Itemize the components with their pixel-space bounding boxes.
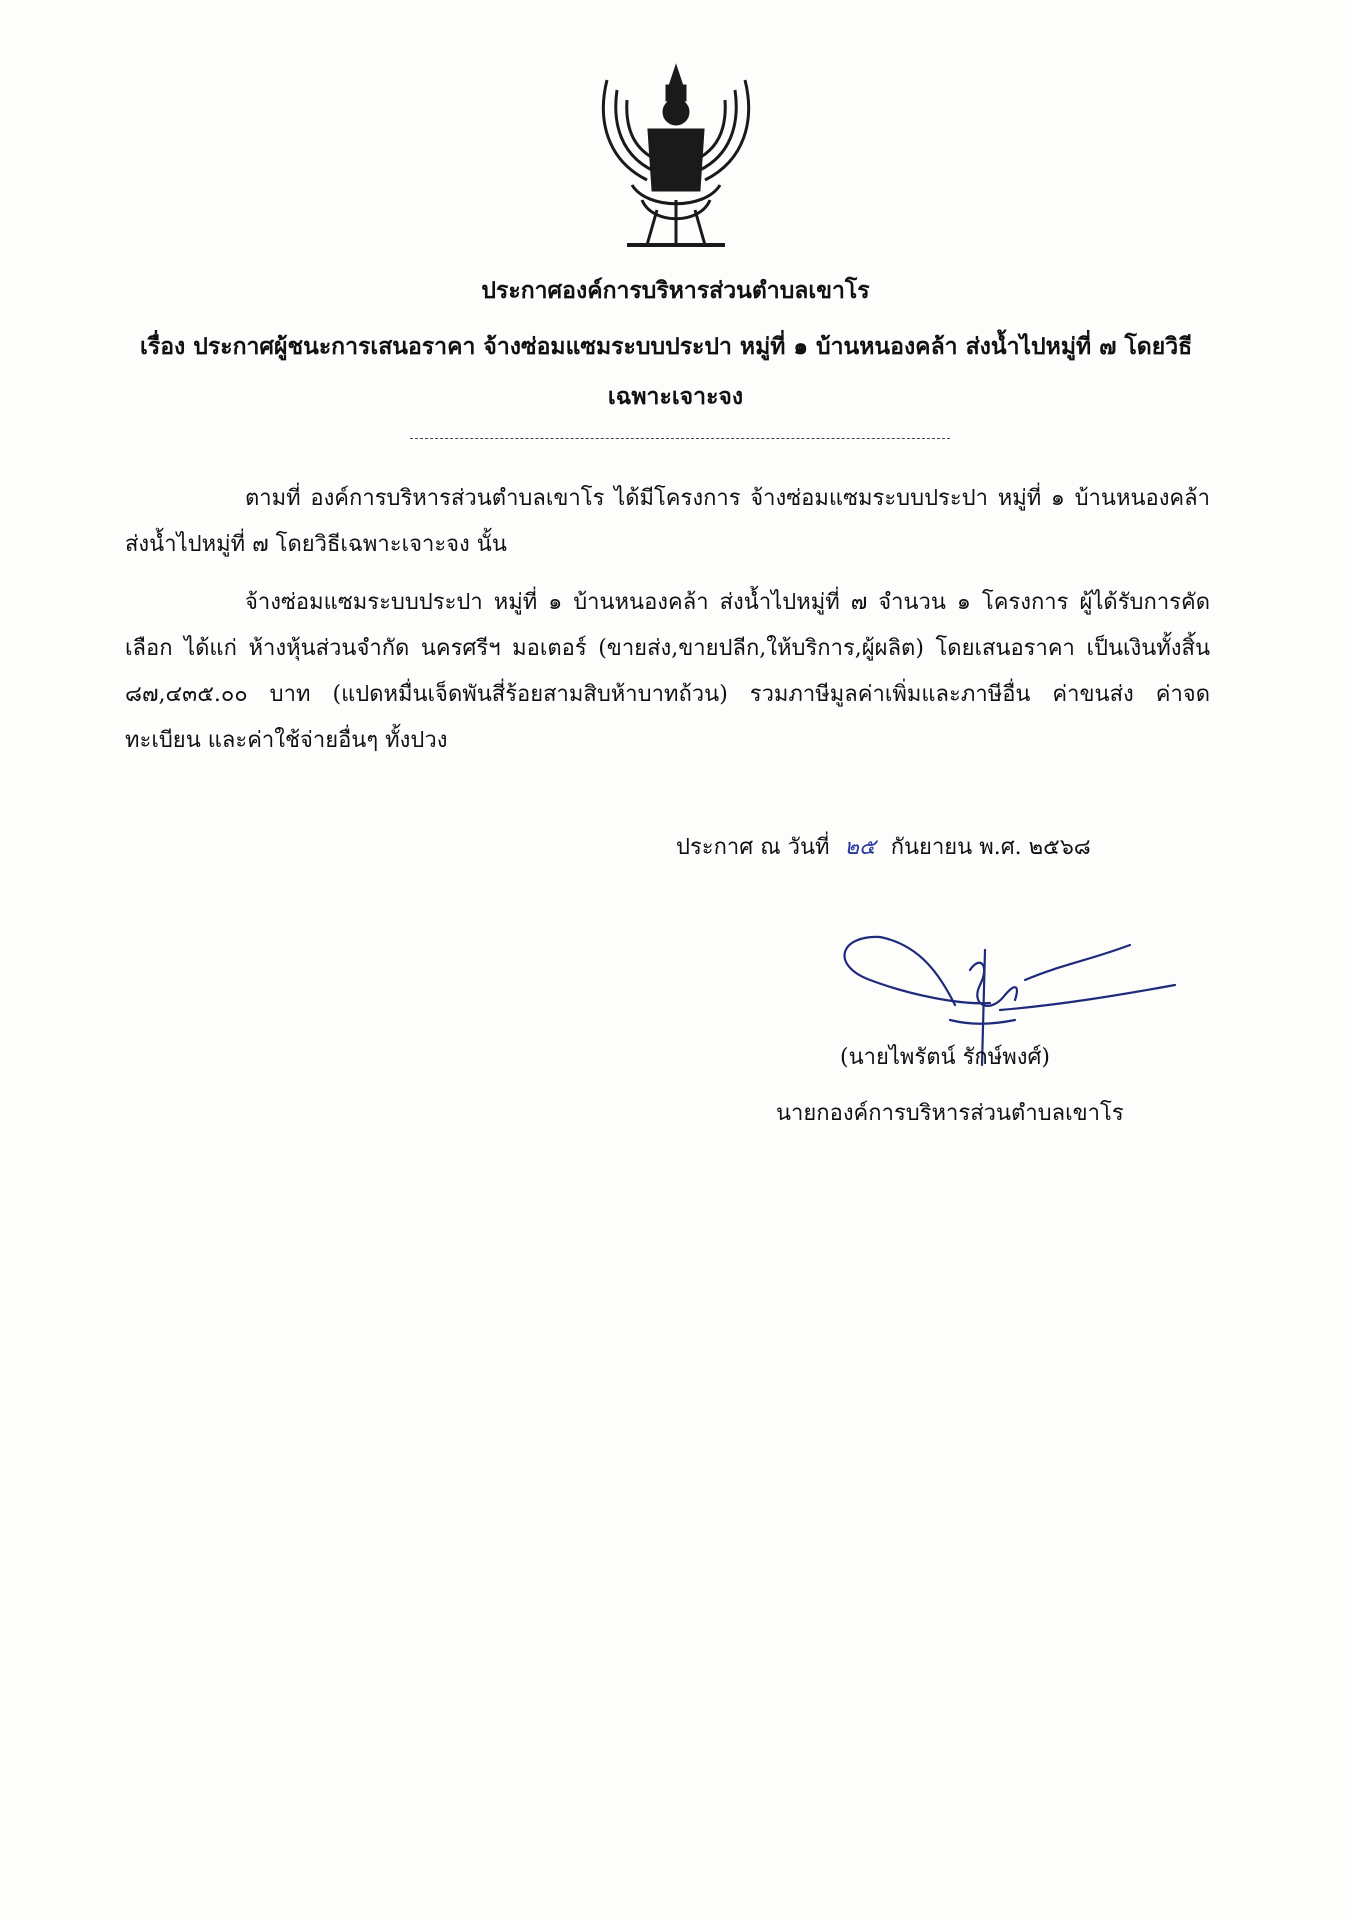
date-prefix: ประกาศ ณ วันที่	[676, 835, 830, 860]
garuda-emblem-icon	[587, 60, 765, 260]
signer-name: (นายไพรัตน์ รักษ์พงศ์)	[840, 1045, 1050, 1070]
subject-line: เรื่อง ประกาศผู้ชนะการเสนอราคา จ้างซ่อมแซมระบบประปา หมู่ที่ ๑ บ้านหนองคล้า ส่งน้ำไปหมู่ที่ ๗ โดยวิธี	[140, 333, 1193, 360]
signer-title: นายกองค์การบริหารส่วนตำบลเขาโร	[776, 1101, 1124, 1126]
body-paragraph-1: ตามที่ องค์การบริหารส่วนตำบลเขาโร ได้มีโครงการ จ้างซ่อมแซมระบบประปา หมู่ที่ ๑ บ้านหนองคล้า ส่งน้ำไปหมู่ที่ ๗ โดยวิธีเฉพาะเจาะจง นั้น	[125, 486, 1210, 557]
handwritten-day: ๒๕	[844, 835, 876, 860]
date-month-year: กันยายน พ.ศ. ๒๕๖๘	[890, 835, 1091, 860]
subject-line-continuation: เฉพาะเจาะจง	[607, 383, 744, 410]
dashed-divider	[410, 438, 950, 439]
announcement-heading: ประกาศองค์การบริหารส่วนตำบลเขาโร	[481, 277, 870, 304]
body-paragraph-2: จ้างซ่อมแซมระบบประปา หมู่ที่ ๑ บ้านหนองคล้า ส่งน้ำไปหมู่ที่ ๗ จำนวน ๑ โครงการ ผู้ได้รับการคัดเลือก ได้แก่ ห้างหุ้นส่วนจำกัด นครศรีฯ มอเตอร์ (ขายส่ง,ขายปลีก,ให้บริการ,ผู้ผลิต) โดยเสนอราคา เป็นเงินทั้งสิ้น ๘๗,๔๓๕.๐๐ บาท (แปดหมื่นเจ็ดพันสี่ร้อยสามสิบห้าบาทถ้วน) รวมภาษีมูลค่าเพิ่มและภาษีอื่น ค่าขนส่ง ค่าจดทะเบียน และค่าใช้จ่ายอื่นๆ ทั้งปวง	[125, 590, 1210, 753]
announcement-date	[676, 825, 1091, 871]
